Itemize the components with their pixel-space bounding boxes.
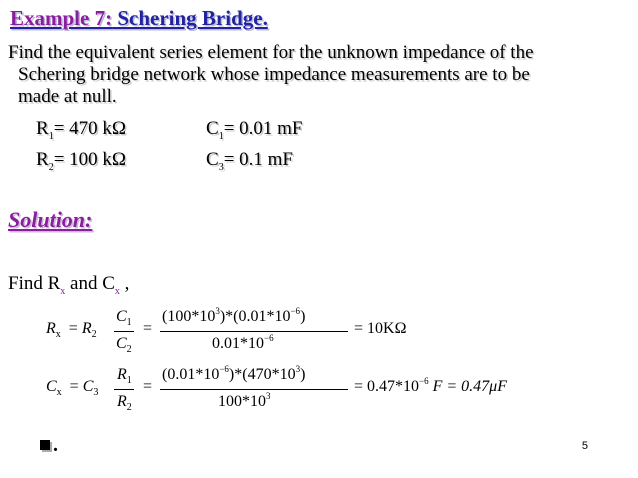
eq2-denominator: $100*10^3$ [218, 391, 271, 410]
eq2-ratio-bar [114, 389, 134, 390]
eq2-result: = $0.47*10^{-6}$ F = 0.47μF [354, 376, 507, 395]
eq1-result: = 10KΩ [354, 320, 407, 337]
eq1-lhs: $R_x = R_2$ [46, 320, 97, 340]
eq1-ratio-bar [114, 331, 134, 332]
eq1-denominator: $0.01*10^{-6}$ [212, 333, 274, 352]
eq2-fraction-bar [160, 389, 348, 390]
given-r1: $R_1= 470$ kΩ [36, 118, 127, 142]
eq1-equals: = [143, 320, 153, 337]
problem-line-1: Find the equivalent series element for the unknown impedance of the [8, 42, 534, 63]
title-example-label: Example 7: [10, 6, 113, 30]
eq2-lhs: $C_x = C_3$ [46, 378, 99, 398]
square-bullet-icon [40, 440, 50, 450]
empty-bullet: . [40, 434, 58, 457]
eq1-fraction-bar [160, 331, 348, 332]
eq2-ratio-num: $R_1$ [117, 366, 132, 386]
title-topic: Schering Bridge. [112, 6, 268, 30]
eq1-ratio-num: $C_1$ [116, 308, 132, 328]
given-c3: $C_3= 0.1$ mF [206, 149, 293, 173]
problem-line-3: made at null. [18, 86, 117, 107]
eq2-equals: = [143, 378, 153, 395]
page-number: 5 [581, 440, 588, 452]
eq1-ratio-den: $C_2$ [116, 335, 132, 355]
eq2-numerator: $(0.01*10^{-6})*(470*10^3)$ [162, 364, 306, 383]
solution-heading: Solution: [8, 207, 93, 232]
given-c1: $C_1= 0.01$ mF [206, 118, 303, 142]
eq2-ratio-den: $R_2$ [117, 393, 132, 413]
eq1-numerator: $(100*10^3)*(0.01*10^{-6})$ [162, 306, 306, 325]
problem-line-2: Schering bridge network whose impedance measurements are to be [18, 64, 530, 85]
find-statement: Find $R_x$ and $C_x$ , [8, 273, 130, 297]
given-r2: $R_2= 100$ kΩ [36, 149, 127, 173]
slide-title [10, 6, 268, 31]
